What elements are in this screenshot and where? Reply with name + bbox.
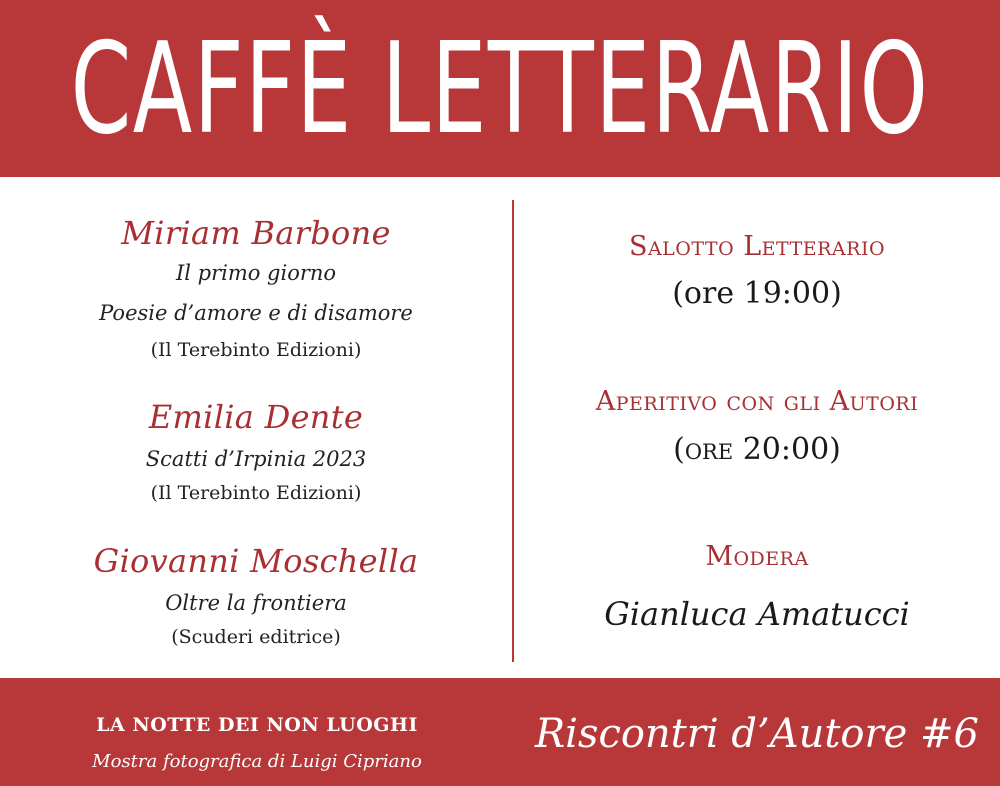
event-time: (ore 20:00) (673, 432, 841, 467)
publisher: (Il Terebinto Edizioni) (150, 339, 362, 361)
series-label: Riscontri d’Autore #6 (535, 711, 979, 757)
footer-band (0, 678, 1000, 786)
book-title: Oltre la frontiera (165, 591, 347, 615)
exhibition-block (0, 678, 514, 786)
publisher: (Il Terebinto Edizioni) (150, 482, 362, 504)
events-column (514, 177, 1000, 678)
exhibition-subtitle: Mostra fotografica di Luigi Cipriano (92, 751, 422, 772)
publisher: (Scuderi editrice) (171, 626, 341, 648)
author-name: Emilia Dente (148, 398, 364, 436)
author-name: Giovanni Moschella (93, 542, 419, 580)
moderator-name: Gianluca Amatucci (604, 595, 910, 633)
program-section (0, 177, 1000, 678)
book-title: Scatti d’Irpinia 2023 (145, 447, 367, 471)
poster-title: CAFFÈ LETTERARIO (70, 14, 930, 162)
header-band (0, 0, 1000, 177)
book-subtitle: Poesie d’amore e di disamore (99, 301, 413, 325)
authors-column (0, 177, 512, 678)
exhibition-title: LA NOTTE DEI NON LUOGHI (96, 714, 418, 736)
author-name: Miriam Barbone (121, 214, 391, 252)
book-title: Il primo giorno (175, 261, 337, 285)
event-heading: Aperitivo con gli Autori (595, 386, 919, 417)
moderation-heading: Modera (705, 541, 809, 572)
event-time: (ore 19:00) (672, 276, 842, 311)
event-heading: Salotto Letterario (628, 231, 886, 262)
